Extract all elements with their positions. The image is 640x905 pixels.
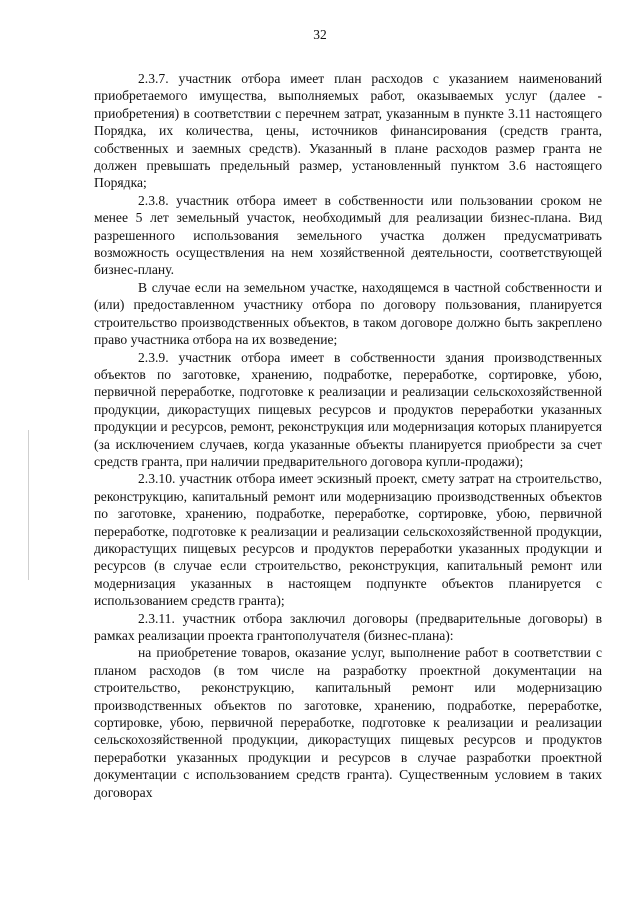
paragraph-2-3-10: 2.3.10. участник отбора имеет эскизный проект, смету затрат на строительство, реконструкцию, капитальный ремонт или модернизацию производственных объектов по заготовке, хранению, подработке, переработке, сортировке, убою, первичной переработке, подготовке к реализации и реализации сельскохозяйственной продукции, дикорастущих пищевых ресурсов и продуктов переработки указанных продукции и ресурсов (в случае если строительство, реконструкция, капитальный ремонт или модернизация указанных в настоящем подпункте объектов планируется с использованием средств гранта); xyxy=(94,471,602,609)
paragraph-2-3-11: 2.3.11. участник отбора заключил договоры (предварительные договоры) в рамках реализации проекта грантополучателя (бизнес-плана): xyxy=(94,610,602,643)
scan-margin-mark xyxy=(28,430,29,580)
paragraph-2-3-7: 2.3.7. участник отбора имеет план расходов с указанием наименований приобретаемого имущества, выполняемых работ, оказываемых услуг (далее - приобретения) в соответствии с перечнем затрат, указанным в пункте 3.11 настоящего Порядка, их количества, цены, источников финансирования (средств гранта, собственных и заемных средств). Указанный в плане расходов размер гранта не должен превышать предельный размер, установленный пунктом 3.6 настоящего Порядка; xyxy=(94,71,602,191)
document-body xyxy=(94,70,602,801)
page-number: 32 xyxy=(313,27,327,42)
paragraph-purchase-agreements: на приобретение товаров, оказание услуг, выполнение работ в соответствии с планом расходов (в том числе на разработку проектной документации на строительство, реконструкцию, капитальный ремонт или модернизацию производственных объектов по заготовке, хранению, подработке, переработке, сортировке, убою, первичной переработке, подготовке к реализации и реализации сельскохозяйственной продукции, дикорастущих пищевых ресурсов и продуктов переработки указанных продукции и ресурсов в случае разработки проектной документации с использованием средств гранта). Существенным условием в таких договорах xyxy=(94,645,602,800)
paragraph-land-plot-case: В случае если на земельном участке, находящемся в частной собственности и (или) предоставленном участнику отбора по договору пользования, планируется строительство производственных объектов, в таком договоре должно быть закреплено право участника отбора на их возведение; xyxy=(94,279,602,348)
paragraph-2-3-8: 2.3.8. участник отбора имеет в собственности или пользовании сроком не менее 5 лет земельный участок, необходимый для реализации бизнес-плана. Вид разрешенного использования земельного участка должен предусматривать возможность осуществления на нем хозяйственной деятельности, соответствующей бизнес-плану. xyxy=(94,192,602,278)
paragraph-2-3-9: 2.3.9. участник отбора имеет в собственности здания производственных объектов по заготовке, хранению, подработке, переработке, сортировке, убою, первичной переработке, подготовке к реализации и реализации сельскохозяйственной продукции, дикорастущих пищевых ресурсов и продуктов переработки указанных продукции и ресурсов, ремонт, реконструкция или модернизация которых планируется (за исключением случаев, когда указанные объекты планируется приобрести за счет средств гранта, при наличии предварительного договора купли-продажи); xyxy=(94,349,602,469)
